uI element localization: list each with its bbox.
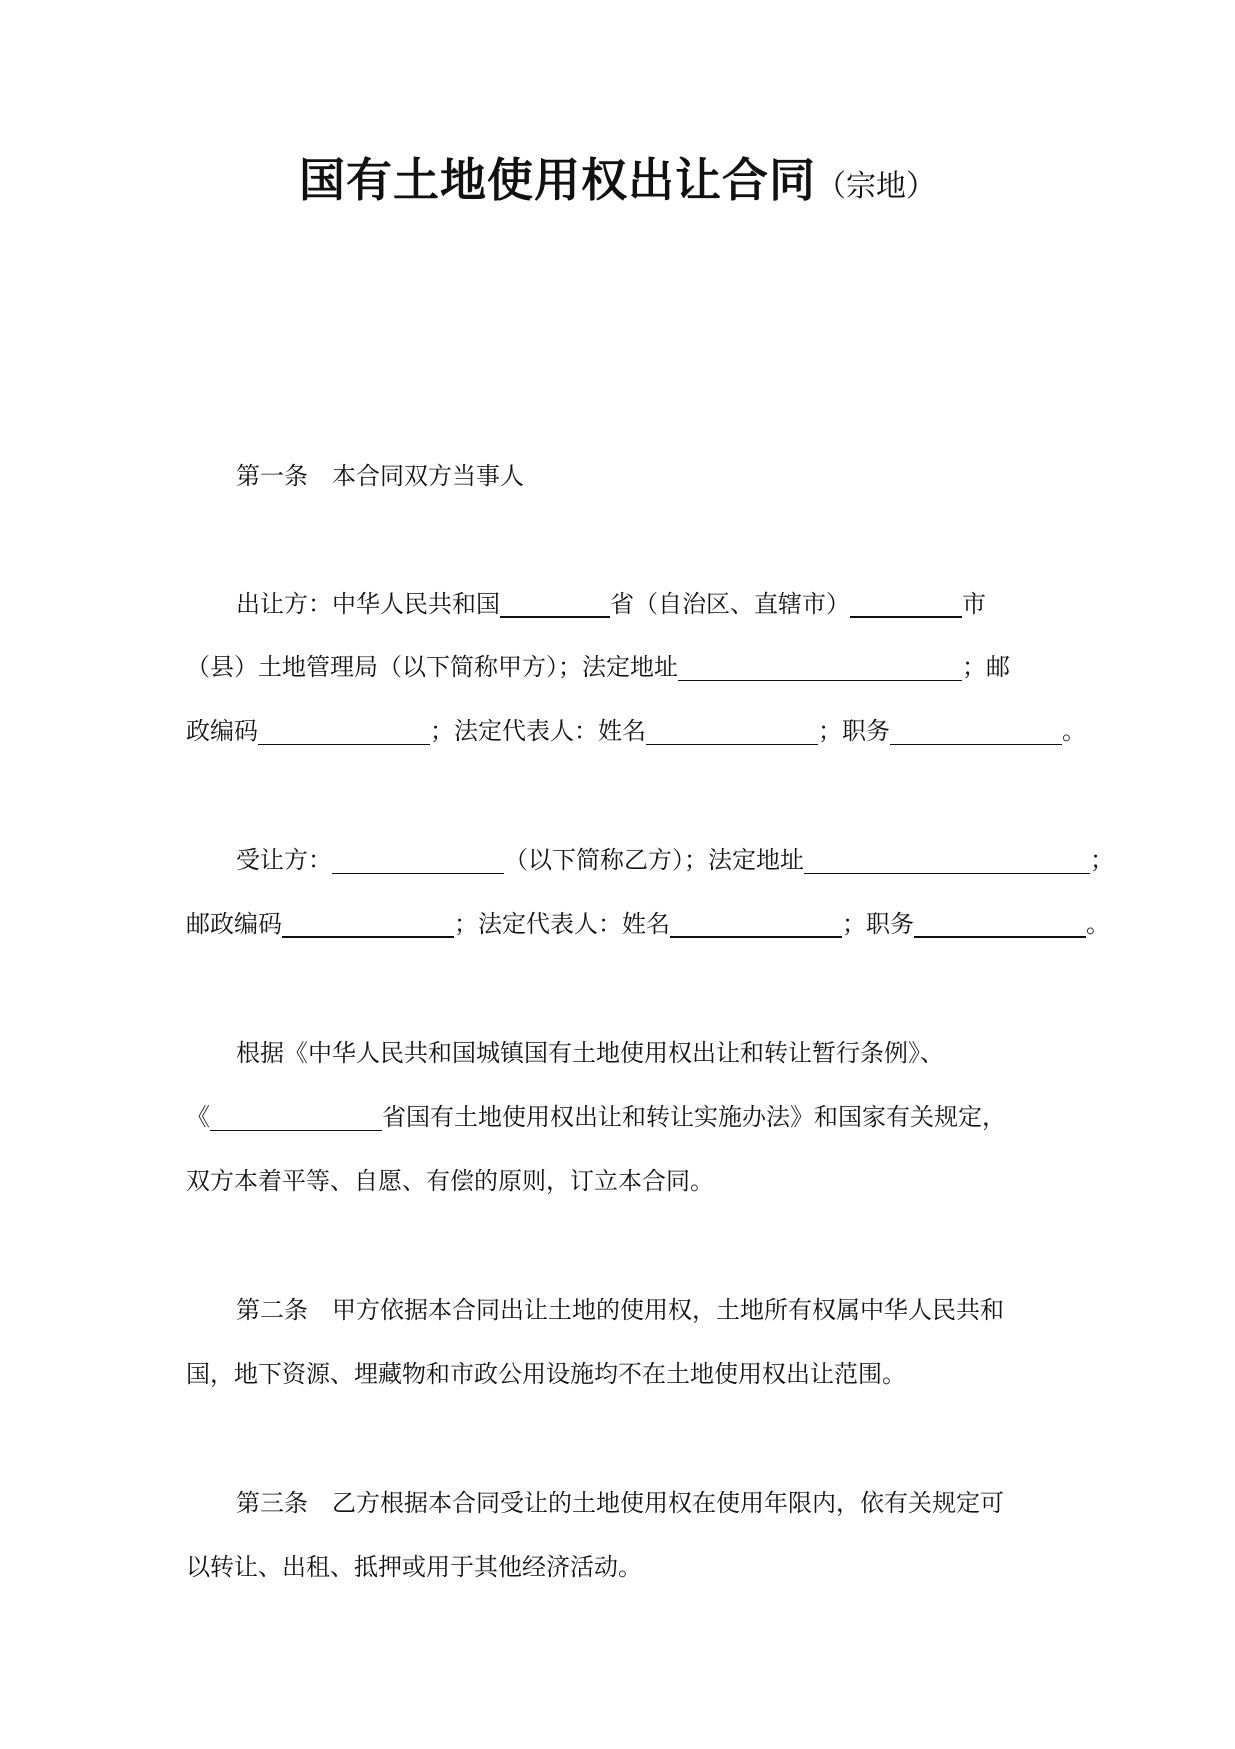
basis-text-2: 省国有土地使用权出让和转让实施办法》和国家有关规定， [382, 1103, 1006, 1131]
transferor-line-2 [186, 649, 1010, 685]
transferor-postal-blank[interactable] [258, 716, 430, 745]
transferee-rep-blank[interactable] [670, 908, 842, 938]
transferee-line-1 [236, 842, 1114, 878]
transferor-address-blank[interactable] [678, 652, 962, 681]
transferee-line-2 [186, 906, 1110, 942]
article2-line-1 [236, 1292, 1004, 1328]
postal-code-label: 政编码 [186, 717, 258, 745]
article2-line-2 [186, 1356, 906, 1392]
document-title [0, 150, 1235, 217]
article1-text: 本合同双方当事人 [332, 462, 524, 490]
period: 。 [1062, 717, 1086, 745]
city-label: 市 [962, 590, 986, 618]
bracket-open: 《 [186, 1103, 210, 1131]
article2-text-2: 国，地下资源、埋藏物和市政公用设施均不在土地使用权出让范围。 [186, 1360, 906, 1388]
transferee-address-label: （以下简称乙方）；法定地址 [504, 846, 804, 874]
land-bureau-label: （县）土地管理局（以下简称甲方）；法定地址 [186, 653, 678, 681]
postal-prefix: ；邮 [962, 653, 1010, 681]
province-measures-blank[interactable] [210, 1102, 382, 1131]
basis-line-2 [186, 1099, 1006, 1135]
transferee-address-blank[interactable] [804, 845, 1090, 874]
article2-heading: 第二条 [236, 1296, 308, 1324]
legal-rep-name-label: ；法定代表人：姓名 [454, 910, 670, 938]
transferor-label: 出让方：中华人民共和国 [236, 590, 500, 618]
transferee-postal-blank[interactable] [282, 908, 454, 938]
position-label: ；职务 [842, 910, 914, 938]
article3-text-2: 以转让、出租、抵押或用于其他经济活动。 [186, 1553, 642, 1581]
article3-line-2 [186, 1549, 642, 1585]
basis-text-1: 根据《中华人民共和国城镇国有土地使用权出让和转让暂行条例》、 [236, 1039, 944, 1067]
province-blank[interactable] [500, 588, 610, 618]
transferee-label: 受让方： [236, 846, 332, 874]
position-label: ；职务 [818, 717, 890, 745]
postal-code-label: 邮政编码 [186, 910, 282, 938]
transferor-line-3 [186, 713, 1086, 749]
transferor-name-blank[interactable] [646, 716, 818, 745]
city-blank[interactable] [850, 588, 962, 618]
province-label: 省（自治区、直辖市） [610, 590, 850, 618]
legal-rep-name-label: ；法定代表人：姓名 [430, 717, 646, 745]
article1-heading: 第一条 [236, 462, 308, 490]
basis-text-3: 双方本着平等、自愿、有偿的原则，订立本合同。 [186, 1167, 714, 1195]
transferee-position-blank[interactable] [914, 908, 1086, 938]
article3-heading: 第三条 [236, 1489, 308, 1517]
article2-text-1: 甲方依据本合同出让土地的使用权，土地所有权属中华人民共和 [332, 1296, 1004, 1324]
article3-text-1: 乙方根据本合同受让的土地使用权在使用年限内，依有关规定可 [332, 1489, 1004, 1517]
article3-line-1 [236, 1485, 1004, 1521]
period: 。 [1086, 910, 1110, 938]
transferor-position-blank[interactable] [890, 716, 1062, 745]
title-sub: （宗地） [816, 169, 936, 204]
article1-heading-line [236, 458, 524, 494]
semicolon: ； [1090, 846, 1114, 874]
basis-line-3 [186, 1163, 714, 1199]
transferor-line-1 [236, 586, 986, 622]
basis-line-1 [236, 1035, 944, 1071]
title-main: 国有土地使用权出让合同 [299, 153, 816, 207]
transferee-name-blank[interactable] [332, 845, 504, 874]
